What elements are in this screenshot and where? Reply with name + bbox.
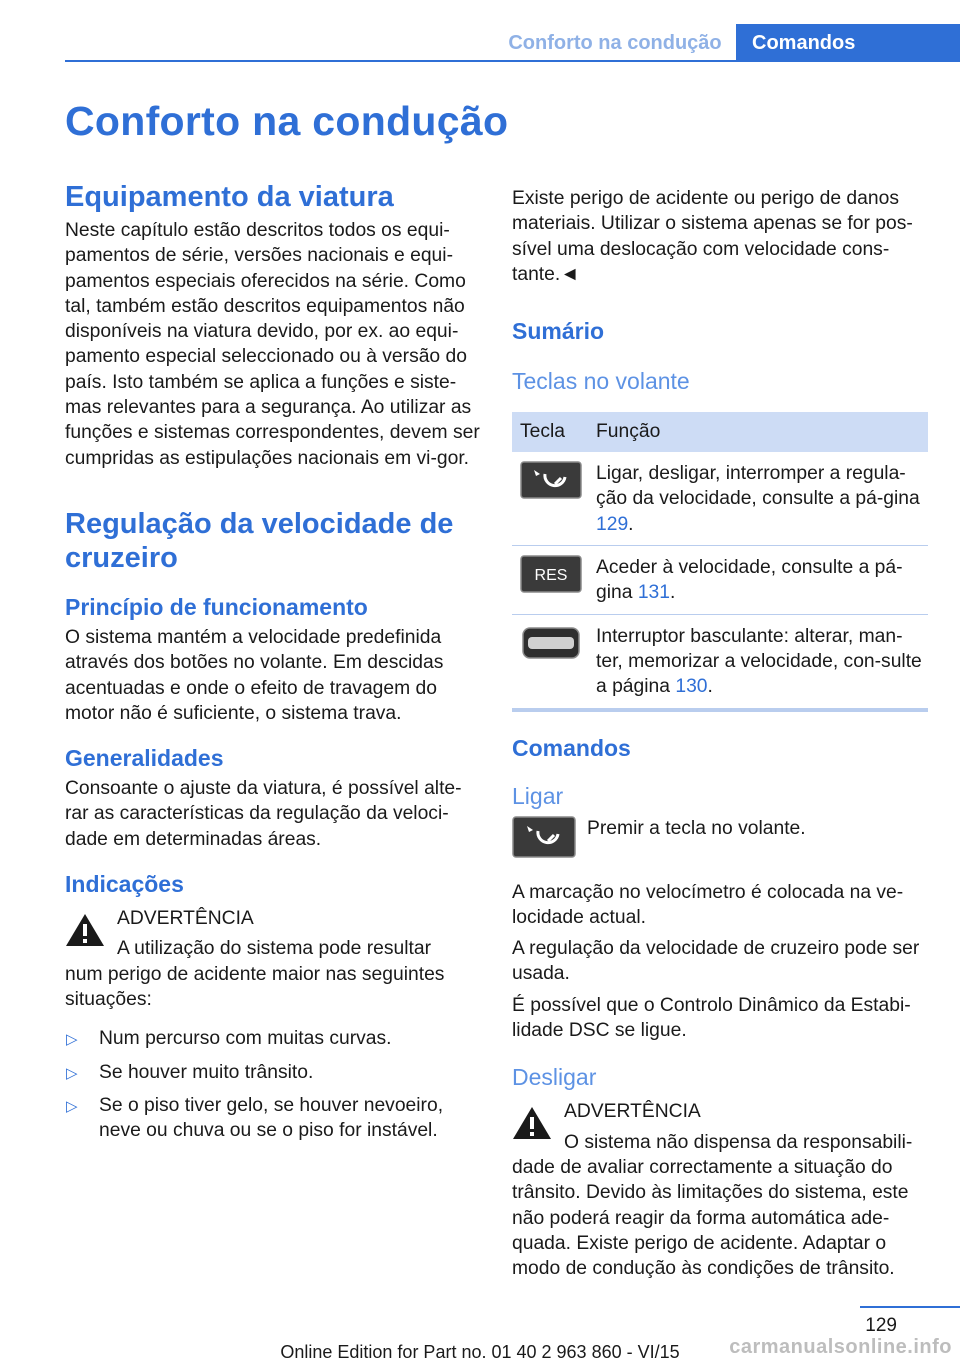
left-column	[65, 180, 480, 1143]
chapter-tab[interactable]: Comandos	[736, 24, 960, 62]
table-row: Interruptor basculante: alterar, man-ter, memorizar a velocidade, con-sulte a página 130.	[512, 614, 928, 709]
equipment-text: Neste capítulo estão descritos todos os equi-pamentos de série, versões nacionais e equi-pamentos especiais oferecidos na série. Como tal, também estão descritos equipamentos não disponíveis na viatura devido, por ex. ao equi-pamento especial seleccionado ou à versão do país. Isto também se aplica a funções e siste-mas relevantes para a segurança. Ao utilizar as funções e sistemas correspondentes, devem ser cumpridas as estipulações nacionais em vi-gor.	[65, 220, 480, 469]
switch-on-paragraph-3: É possível que o Controlo Dinâmico da Estabi-lidade DSC se ligue.	[512, 994, 911, 1042]
heading-equipment: Equipamento da viatura	[65, 181, 394, 213]
warning-first-line: O sistema não dispensa da responsabili-	[564, 1131, 913, 1153]
steering-keys-table	[512, 412, 928, 711]
page-link-130[interactable]: 130	[675, 676, 708, 698]
cruise-control-key-icon	[512, 816, 576, 858]
warning-box	[512, 1099, 927, 1281]
warning-label: ADVERTÊNCIA	[564, 1101, 701, 1123]
warning-icon	[512, 1105, 552, 1141]
heading-principle: Princípio de funcionamento	[65, 593, 368, 620]
res-key-label: RES	[534, 567, 568, 585]
bullet-triangle-icon: ▷	[66, 1064, 78, 1082]
list-item: ▷ Se houver muito trânsito.	[65, 1060, 480, 1085]
res-key-icon	[520, 555, 582, 593]
table-row: Ligar, desligar, interromper a regula-ção da velocidade, consulte a pá-gina 129.	[512, 452, 928, 545]
column-header-function: Função	[588, 412, 928, 452]
heading-summary: Sumário	[512, 318, 605, 345]
bullet-triangle-icon: ▷	[66, 1031, 78, 1049]
warning-rest: dade de avaliar correctamente a situação do trânsito. Devido às limitações do sistema, este não poderá reagir da forma automática ade-quada. Existe perigo de acidente. Adaptar o modo de condução às condições de trânsito.	[512, 1156, 909, 1280]
cruise-control-key-icon	[520, 461, 582, 499]
page-title: Conforto na condução	[65, 98, 509, 144]
warning-box	[65, 906, 480, 1012]
table-header-row	[512, 412, 928, 452]
bullet-triangle-icon: ▷	[66, 1097, 78, 1115]
warning-first-line: A utilização do sistema pode resultar	[117, 938, 432, 960]
switch-on-paragraph-1: A marcação no velocímetro é colocada na ve-locidade actual.	[512, 881, 904, 928]
footer-rule	[860, 1306, 960, 1308]
principle-text: O sistema mantém a velocidade predefinida através dos botões no volante. Em descidas acentuadas e onde o efeito de travagem do motor não é suficiente, o sistema trava.	[65, 626, 444, 724]
warning-icon	[65, 912, 105, 948]
general-text: Consoante o ajuste da viatura, é possível alte-rar as características da regulação da veloci-dade em determinadas áreas.	[65, 778, 462, 850]
heading-cruise-control: Regulação da velocidade de cruzeiro	[65, 507, 454, 574]
column-header-key: Tecla	[512, 412, 588, 452]
header-rule	[65, 60, 960, 62]
switch-on-text: Premir a tecla no volante.	[587, 817, 806, 839]
heading-general: Generalidades	[65, 745, 224, 772]
section-tab[interactable]: Conforto na condução	[508, 31, 722, 54]
edition-footer: Online Edition for Part no. 01 40 2 963 860 - VI/15	[280, 1342, 680, 1362]
heading-switch-on: Ligar	[512, 782, 564, 809]
list-item: ▷ Num percurso com muitas curvas.	[65, 1026, 480, 1051]
rocker-switch-key-icon	[520, 624, 582, 662]
watermark: carmanualsonline.info	[729, 1336, 952, 1358]
page-header	[0, 0, 960, 62]
heading-notes: Indicações	[65, 871, 184, 898]
list-item: ▷ Se o piso tiver gelo, se houver nevoeiro, neve ou chuva ou se o piso for instável.	[66, 1094, 444, 1142]
warning-rest: num perigo de acidente maior nas seguintes situações:	[65, 963, 445, 1010]
warning-continuation: Existe perigo de acidente ou perigo de danos materiais. Utilizar o sistema apenas se for pos-sível uma deslocação com velocidade cons-tante.◄	[512, 188, 913, 285]
heading-controls: Comandos	[512, 734, 631, 761]
warning-label: ADVERTÊNCIA	[117, 908, 254, 930]
switch-on-paragraph-2: A regulação da velocidade de cruzeiro pode ser usada.	[512, 938, 920, 985]
page-link-129[interactable]: 129	[596, 513, 629, 535]
switch-on-instruction	[512, 816, 927, 866]
page-number: 129	[865, 1315, 897, 1336]
heading-steering-keys: Teclas no volante	[512, 368, 690, 395]
situation-list	[65, 1026, 480, 1143]
page-link-131[interactable]: 131	[637, 582, 670, 604]
right-column	[512, 186, 927, 1281]
table-row: RES Aceder à velocidade, consulte a pá-gina 131.	[512, 546, 928, 615]
heading-switch-off: Desligar	[512, 1064, 597, 1091]
